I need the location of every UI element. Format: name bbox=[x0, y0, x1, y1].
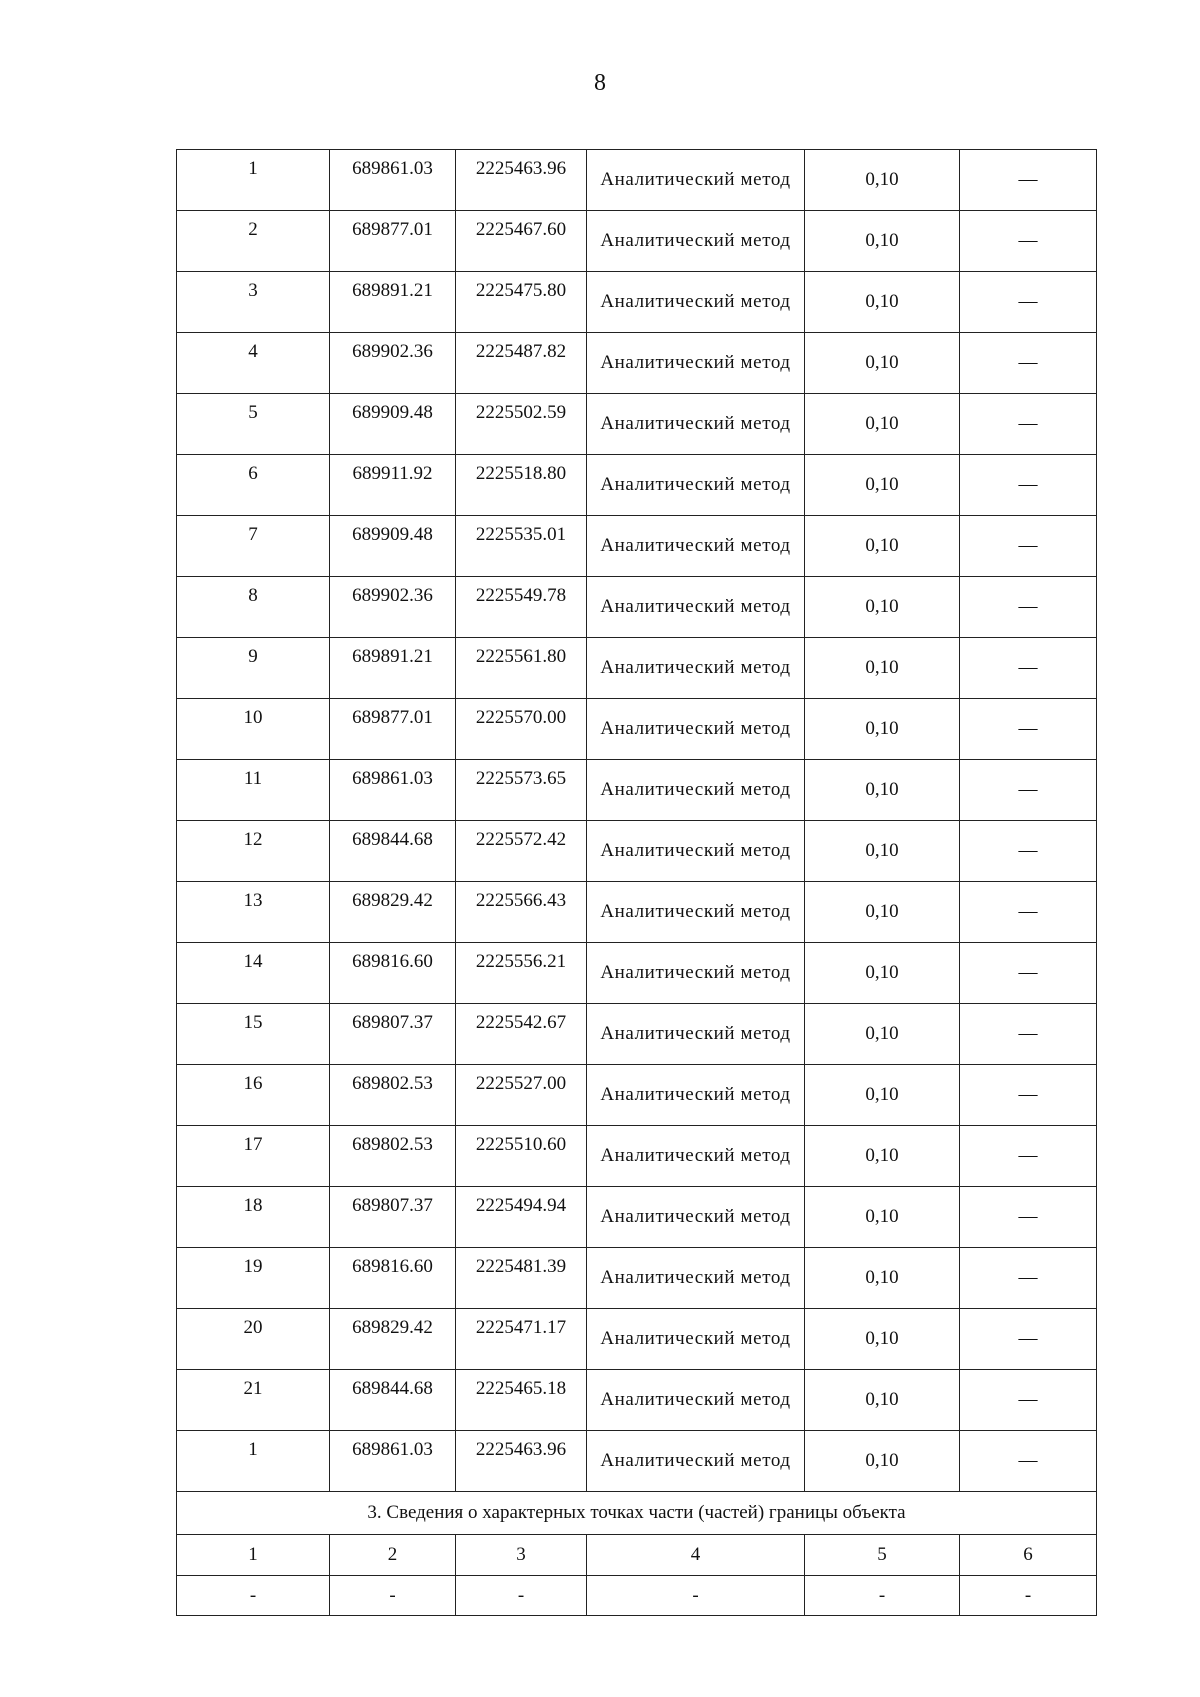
accuracy-cell: 0,10 bbox=[805, 1004, 960, 1065]
coord-y-cell: 2225566.43 bbox=[456, 882, 587, 943]
method-cell: Аналитический метод bbox=[587, 1004, 805, 1065]
point-number-cell: 13 bbox=[177, 882, 330, 943]
coord-y-cell: 2225475.80 bbox=[456, 272, 587, 333]
description-cell: — bbox=[960, 150, 1097, 211]
section-3-value-cell: - bbox=[587, 1576, 805, 1616]
coord-x-cell: 689891.21 bbox=[330, 272, 456, 333]
point-number-cell: 9 bbox=[177, 638, 330, 699]
method-cell: Аналитический метод bbox=[587, 882, 805, 943]
coord-x-cell: 689861.03 bbox=[330, 760, 456, 821]
accuracy-cell: 0,10 bbox=[805, 760, 960, 821]
table-row bbox=[177, 760, 1097, 821]
accuracy-cell: 0,10 bbox=[805, 1187, 960, 1248]
description-cell: — bbox=[960, 211, 1097, 272]
description-cell: — bbox=[960, 1248, 1097, 1309]
coord-y-cell: 2225481.39 bbox=[456, 1248, 587, 1309]
point-number-cell: 18 bbox=[177, 1187, 330, 1248]
point-number-cell: 11 bbox=[177, 760, 330, 821]
method-cell: Аналитический метод bbox=[587, 1248, 805, 1309]
table-row bbox=[177, 394, 1097, 455]
point-number-cell: 19 bbox=[177, 1248, 330, 1309]
table-row bbox=[177, 1187, 1097, 1248]
coord-x-cell: 689877.01 bbox=[330, 211, 456, 272]
accuracy-cell: 0,10 bbox=[805, 577, 960, 638]
accuracy-cell: 0,10 bbox=[805, 516, 960, 577]
section-3-title-row bbox=[177, 1492, 1097, 1535]
coord-y-cell: 2225471.17 bbox=[456, 1309, 587, 1370]
accuracy-cell: 0,10 bbox=[805, 455, 960, 516]
accuracy-cell: 0,10 bbox=[805, 1065, 960, 1126]
table-row bbox=[177, 1004, 1097, 1065]
description-cell: — bbox=[960, 1065, 1097, 1126]
table-row bbox=[177, 1431, 1097, 1492]
table-row bbox=[177, 821, 1097, 882]
point-number-cell: 3 bbox=[177, 272, 330, 333]
method-cell: Аналитический метод bbox=[587, 699, 805, 760]
description-cell: — bbox=[960, 516, 1097, 577]
coord-y-cell: 2225463.96 bbox=[456, 150, 587, 211]
method-cell: Аналитический метод bbox=[587, 394, 805, 455]
section-3-header-cell: 6 bbox=[960, 1535, 1097, 1576]
section-3-header-cell: 5 bbox=[805, 1535, 960, 1576]
coord-x-cell: 689816.60 bbox=[330, 943, 456, 1004]
method-cell: Аналитический метод bbox=[587, 1431, 805, 1492]
point-number-cell: 17 bbox=[177, 1126, 330, 1187]
coord-y-cell: 2225502.59 bbox=[456, 394, 587, 455]
accuracy-cell: 0,10 bbox=[805, 333, 960, 394]
characteristic-points-table bbox=[176, 149, 1097, 1616]
method-cell: Аналитический метод bbox=[587, 455, 805, 516]
method-cell: Аналитический метод bbox=[587, 516, 805, 577]
method-cell: Аналитический метод bbox=[587, 638, 805, 699]
coord-x-cell: 689802.53 bbox=[330, 1126, 456, 1187]
coord-y-cell: 2225510.60 bbox=[456, 1126, 587, 1187]
table-row bbox=[177, 1370, 1097, 1431]
section-3-header-cell: 2 bbox=[330, 1535, 456, 1576]
method-cell: Аналитический метод bbox=[587, 943, 805, 1004]
table-row bbox=[177, 1126, 1097, 1187]
point-number-cell: 20 bbox=[177, 1309, 330, 1370]
section-3-value-cell: - bbox=[960, 1576, 1097, 1616]
table-row bbox=[177, 882, 1097, 943]
point-number-cell: 15 bbox=[177, 1004, 330, 1065]
description-cell: — bbox=[960, 1370, 1097, 1431]
accuracy-cell: 0,10 bbox=[805, 150, 960, 211]
accuracy-cell: 0,10 bbox=[805, 1309, 960, 1370]
coord-x-cell: 689909.48 bbox=[330, 516, 456, 577]
description-cell: — bbox=[960, 1004, 1097, 1065]
description-cell: — bbox=[960, 699, 1097, 760]
section-3-header-cell: 3 bbox=[456, 1535, 587, 1576]
section-3-header-row bbox=[177, 1535, 1097, 1576]
coord-x-cell: 689844.68 bbox=[330, 1370, 456, 1431]
table-row bbox=[177, 699, 1097, 760]
description-cell: — bbox=[960, 577, 1097, 638]
description-cell: — bbox=[960, 638, 1097, 699]
description-cell: — bbox=[960, 943, 1097, 1004]
coord-y-cell: 2225556.21 bbox=[456, 943, 587, 1004]
table-row bbox=[177, 638, 1097, 699]
method-cell: Аналитический метод bbox=[587, 577, 805, 638]
coord-y-cell: 2225527.00 bbox=[456, 1065, 587, 1126]
section-3-value-cell: - bbox=[805, 1576, 960, 1616]
coord-x-cell: 689891.21 bbox=[330, 638, 456, 699]
coord-x-cell: 689829.42 bbox=[330, 1309, 456, 1370]
accuracy-cell: 0,10 bbox=[805, 1431, 960, 1492]
coord-y-cell: 2225549.78 bbox=[456, 577, 587, 638]
section-3-value-cell: - bbox=[177, 1576, 330, 1616]
point-number-cell: 7 bbox=[177, 516, 330, 577]
coord-x-cell: 689816.60 bbox=[330, 1248, 456, 1309]
coord-x-cell: 689807.37 bbox=[330, 1187, 456, 1248]
description-cell: — bbox=[960, 882, 1097, 943]
table-row bbox=[177, 150, 1097, 211]
accuracy-cell: 0,10 bbox=[805, 1248, 960, 1309]
coord-x-cell: 689861.03 bbox=[330, 1431, 456, 1492]
point-number-cell: 2 bbox=[177, 211, 330, 272]
coord-y-cell: 2225570.00 bbox=[456, 699, 587, 760]
coord-y-cell: 2225467.60 bbox=[456, 211, 587, 272]
accuracy-cell: 0,10 bbox=[805, 882, 960, 943]
point-number-cell: 10 bbox=[177, 699, 330, 760]
accuracy-cell: 0,10 bbox=[805, 943, 960, 1004]
accuracy-cell: 0,10 bbox=[805, 638, 960, 699]
coord-y-cell: 2225518.80 bbox=[456, 455, 587, 516]
coord-x-cell: 689902.36 bbox=[330, 577, 456, 638]
section-3-value-cell: - bbox=[330, 1576, 456, 1616]
coord-y-cell: 2225494.94 bbox=[456, 1187, 587, 1248]
table-row bbox=[177, 1248, 1097, 1309]
accuracy-cell: 0,10 bbox=[805, 272, 960, 333]
description-cell: — bbox=[960, 760, 1097, 821]
coord-x-cell: 689802.53 bbox=[330, 1065, 456, 1126]
coord-x-cell: 689902.36 bbox=[330, 333, 456, 394]
method-cell: Аналитический метод bbox=[587, 333, 805, 394]
coord-y-cell: 2225572.42 bbox=[456, 821, 587, 882]
method-cell: Аналитический метод bbox=[587, 1065, 805, 1126]
table-row bbox=[177, 1065, 1097, 1126]
section-3-value-cell: - bbox=[456, 1576, 587, 1616]
method-cell: Аналитический метод bbox=[587, 760, 805, 821]
table-row bbox=[177, 272, 1097, 333]
accuracy-cell: 0,10 bbox=[805, 394, 960, 455]
coord-x-cell: 689807.37 bbox=[330, 1004, 456, 1065]
method-cell: Аналитический метод bbox=[587, 821, 805, 882]
point-number-cell: 8 bbox=[177, 577, 330, 638]
section-3-value-row bbox=[177, 1576, 1097, 1616]
point-number-cell: 6 bbox=[177, 455, 330, 516]
description-cell: — bbox=[960, 1126, 1097, 1187]
coord-y-cell: 2225487.82 bbox=[456, 333, 587, 394]
coord-y-cell: 2225561.80 bbox=[456, 638, 587, 699]
description-cell: — bbox=[960, 272, 1097, 333]
method-cell: Аналитический метод bbox=[587, 272, 805, 333]
section-3-header-cell: 4 bbox=[587, 1535, 805, 1576]
table-row bbox=[177, 333, 1097, 394]
table-row bbox=[177, 1309, 1097, 1370]
coord-y-cell: 2225463.96 bbox=[456, 1431, 587, 1492]
coord-y-cell: 2225465.18 bbox=[456, 1370, 587, 1431]
accuracy-cell: 0,10 bbox=[805, 211, 960, 272]
point-number-cell: 21 bbox=[177, 1370, 330, 1431]
point-number-cell: 5 bbox=[177, 394, 330, 455]
section-3-title: 3. Сведения о характерных точках части (частей) границы объекта bbox=[177, 1492, 1097, 1535]
accuracy-cell: 0,10 bbox=[805, 1126, 960, 1187]
coord-x-cell: 689911.92 bbox=[330, 455, 456, 516]
point-number-cell: 1 bbox=[177, 1431, 330, 1492]
description-cell: — bbox=[960, 1309, 1097, 1370]
description-cell: — bbox=[960, 394, 1097, 455]
points-table-body bbox=[177, 150, 1097, 1492]
table-row bbox=[177, 455, 1097, 516]
coord-x-cell: 689844.68 bbox=[330, 821, 456, 882]
coord-y-cell: 2225542.67 bbox=[456, 1004, 587, 1065]
page-number: 8 bbox=[594, 70, 606, 96]
method-cell: Аналитический метод bbox=[587, 1126, 805, 1187]
section-3-header-cell: 1 bbox=[177, 1535, 330, 1576]
point-number-cell: 1 bbox=[177, 150, 330, 211]
point-number-cell: 4 bbox=[177, 333, 330, 394]
coord-y-cell: 2225573.65 bbox=[456, 760, 587, 821]
method-cell: Аналитический метод bbox=[587, 1187, 805, 1248]
accuracy-cell: 0,10 bbox=[805, 699, 960, 760]
point-number-cell: 16 bbox=[177, 1065, 330, 1126]
table-row bbox=[177, 943, 1097, 1004]
method-cell: Аналитический метод bbox=[587, 211, 805, 272]
table-row bbox=[177, 577, 1097, 638]
accuracy-cell: 0,10 bbox=[805, 1370, 960, 1431]
section-3-body bbox=[177, 1492, 1097, 1616]
method-cell: Аналитический метод bbox=[587, 150, 805, 211]
table-row bbox=[177, 211, 1097, 272]
method-cell: Аналитический метод bbox=[587, 1370, 805, 1431]
accuracy-cell: 0,10 bbox=[805, 821, 960, 882]
description-cell: — bbox=[960, 1187, 1097, 1248]
coord-x-cell: 689909.48 bbox=[330, 394, 456, 455]
table-row bbox=[177, 516, 1097, 577]
method-cell: Аналитический метод bbox=[587, 1309, 805, 1370]
coord-x-cell: 689877.01 bbox=[330, 699, 456, 760]
point-number-cell: 12 bbox=[177, 821, 330, 882]
coord-x-cell: 689861.03 bbox=[330, 150, 456, 211]
coord-x-cell: 689829.42 bbox=[330, 882, 456, 943]
point-number-cell: 14 bbox=[177, 943, 330, 1004]
description-cell: — bbox=[960, 455, 1097, 516]
description-cell: — bbox=[960, 1431, 1097, 1492]
coord-y-cell: 2225535.01 bbox=[456, 516, 587, 577]
description-cell: — bbox=[960, 333, 1097, 394]
description-cell: — bbox=[960, 821, 1097, 882]
